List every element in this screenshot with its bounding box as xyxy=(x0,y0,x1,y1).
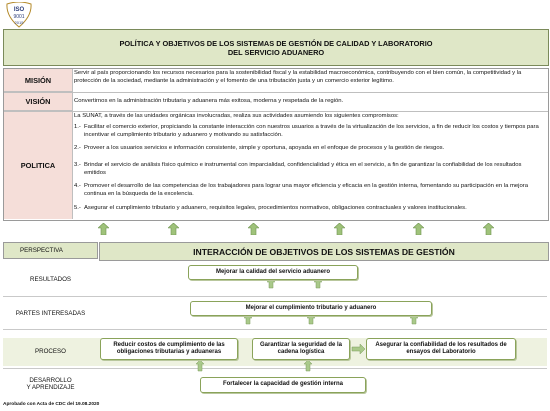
objective-reducir-costos xyxy=(100,338,238,360)
approval-footer: Aprobado con Acta de CDC del 19.08.2020 xyxy=(3,402,100,407)
row-divider xyxy=(4,111,548,112)
objective-line: obligaciones tributarias y aduaneras xyxy=(116,349,222,355)
vision-text: Convertirnos en la administración tributaria y aduanera más exitosa, moderna y respetada de la región. xyxy=(74,98,344,104)
svg-text:ISO: ISO xyxy=(13,7,25,13)
perspectiva-header: PERSPECTIVA xyxy=(3,242,98,259)
objective-desarrollo: Fortalecer la capacidad de gestión interna xyxy=(200,377,366,393)
politica-item xyxy=(74,124,542,139)
row-label-proceso: PROCESO xyxy=(35,347,66,355)
svg-text:9001: 9001 xyxy=(13,14,25,20)
objective-line: cadena logística xyxy=(277,349,325,355)
row-divider xyxy=(3,329,547,330)
politica-item xyxy=(74,205,542,213)
upward-arrows-row xyxy=(3,223,547,235)
politica-intro: La SUNAT, a través de las unidades orgánicas involucradas, realiza sus actividades asumiendo los siguientes compromisos: xyxy=(74,113,399,119)
politica-item xyxy=(74,162,542,177)
item-number: 2.- xyxy=(74,145,81,151)
politica-label: POLITICA xyxy=(4,112,73,219)
row-divider xyxy=(4,92,548,93)
title-line-2: DEL SERVICIO ADUANERO xyxy=(227,47,325,57)
row-label-line: Y APRENDIZAJE xyxy=(26,384,75,391)
mision-label: MISIÓN xyxy=(4,69,73,92)
iso-logo xyxy=(4,2,34,28)
row-label-desarrollo xyxy=(3,374,98,394)
title-line-1: POLÍTICA Y OBJETIVOS DE LOS SISTEMAS DE GESTIÓN DE CALIDAD Y LABORATORIO xyxy=(119,38,433,48)
row-divider xyxy=(3,296,547,297)
objective-resultados: Mejorar la calidad del servicio aduanero xyxy=(188,265,358,280)
item-text: Promover el desarrollo de las competencias de los trabajadores para lograr una mayor eficiencia y eficacia en la gestión interna, fomentando su participación en la mejora continua en la búsqueda de la excelencia. xyxy=(84,183,529,197)
arrow-up-icon xyxy=(483,223,494,235)
objective-line: Garantizar la seguridad de la xyxy=(259,341,343,348)
objective-line: Reducir costos de cumplimiento de las xyxy=(113,341,225,348)
mission-vision-policy-table xyxy=(3,68,549,221)
arrow-up-icon xyxy=(168,223,179,235)
item-number: 3.- xyxy=(74,162,81,168)
svg-text:2015: 2015 xyxy=(14,20,24,25)
objective-line: Asegurar la confiabilidad de los resultados de xyxy=(375,341,507,348)
item-number: 5.- xyxy=(74,205,81,211)
item-number: 1.- xyxy=(74,124,81,130)
item-number: 4.- xyxy=(74,183,81,189)
arrow-up-icon xyxy=(98,223,109,235)
objective-confiabilidad-laboratorio xyxy=(366,338,516,360)
document-title xyxy=(3,29,549,66)
row-label-partes-interesadas: PARTES INTERESADAS xyxy=(15,309,86,317)
row-label-resultados: RESULTADOS xyxy=(29,275,72,283)
arrow-up-icon xyxy=(413,223,424,235)
item-text: Brindar el servicio de análisis físico químico e instrumental con imparcialidad, confidencialidad y ética en el servicio, a fin de garantizar la confiabilidad de los resultados emitidos xyxy=(84,162,522,176)
item-text: Proveer a los usuarios servicios e información consistente, simple y oportuna, apoyada en el enfoque de procesos y la gestión de riesgos. xyxy=(84,145,445,151)
objective-line: ensayos del Laboratorio xyxy=(406,349,476,355)
vision-label: VISIÓN xyxy=(4,93,73,111)
politica-item xyxy=(74,145,542,153)
objective-seguridad-cadena xyxy=(252,338,350,360)
objectives-title: INTERACCIÓN DE OBJETIVOS DE LOS SISTEMAS DE GESTIÓN xyxy=(99,242,549,261)
row-label-line: DESARROLLO xyxy=(29,377,72,384)
mision-text: Servir al país proporcionando los recursos necesarios para la sostenibilidad fiscal y la estabilidad macroeconómica, contribuyendo con el bien común, la competitividad y la protección de la sociedad, mediante la administración y el fomento de una tributación justa y un comercio exterior legítimo. xyxy=(74,70,522,84)
objective-partes-interesadas: Mejorar el cumplimiento tributario y aduanero xyxy=(190,301,432,316)
item-text: Asegurar el cumplimiento tributario y aduanero, requisitos legales, procedimientos normativos, obligaciones contractuales y valores institucionales. xyxy=(84,205,467,211)
arrow-up-icon xyxy=(248,223,259,235)
item-text: Facilitar el comercio exterior, propiciando la constante interacción con nuestros usuarios a través de la virtualización de los servicios, a fin de reducir los costos y tiempos para incentivar el cumplimiento tributario y aduanero y motivando su satisfacción. xyxy=(84,124,539,138)
politica-item xyxy=(74,183,542,198)
arrow-up-icon xyxy=(334,223,345,235)
row-divider xyxy=(3,368,547,369)
